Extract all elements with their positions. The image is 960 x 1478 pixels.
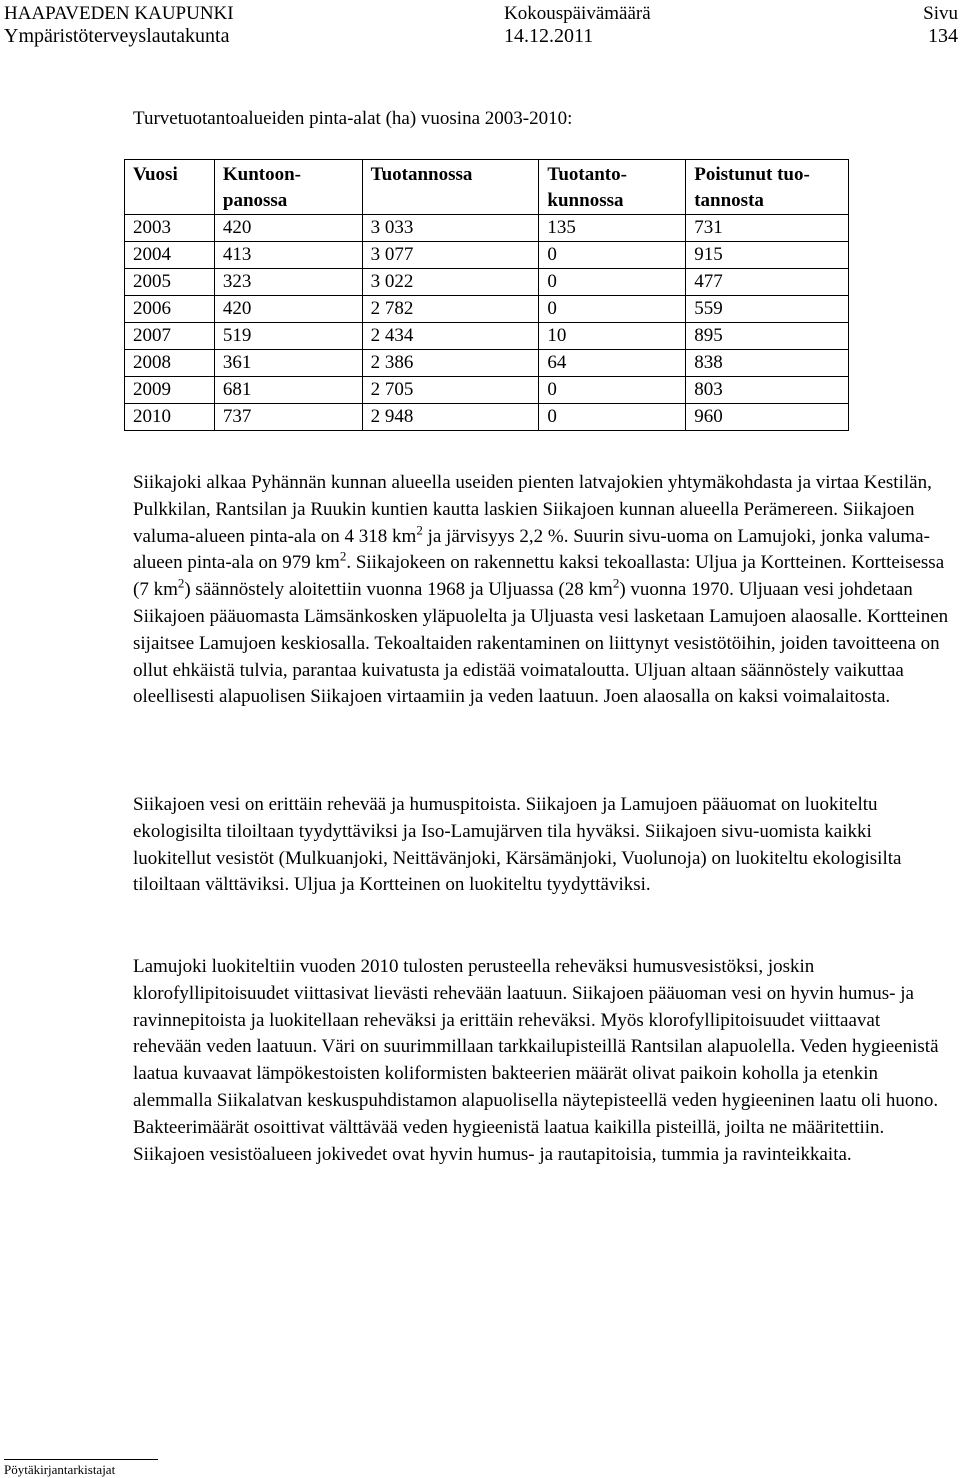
cell-removed: 559 (686, 296, 849, 323)
table-body (125, 215, 849, 431)
table-row (125, 242, 849, 269)
table-row (125, 350, 849, 377)
header-left (4, 2, 234, 48)
cell-production-condition: 135 (539, 215, 686, 242)
cell-production-condition: 0 (539, 296, 686, 323)
header-preparation: Kuntoon- panossa (214, 160, 362, 215)
cell-production-condition: 0 (539, 269, 686, 296)
cell-removed: 477 (686, 269, 849, 296)
table-row (125, 269, 849, 296)
cell-in-production: 3 077 (362, 242, 539, 269)
cell-in-production: 2 434 (362, 323, 539, 350)
header-production-condition: Tuotanto- kunnossa (539, 160, 686, 215)
cell-removed: 895 (686, 323, 849, 350)
header-removed: Poistunut tuo- tannosta (686, 160, 849, 215)
municipality-name: HAAPAVEDEN KAUPUNKI (4, 3, 234, 24)
table-title: Turvetuotantoalueiden pinta-alat (ha) vuosina 2003-2010: (133, 108, 573, 129)
paragraph-lamujoki: Lamujoki luokiteltiin vuoden 2010 tulosten perusteella reheväksi humusvesistöksi, joskin klorofyllipitoisuudet viittasivat lievästi rehevään laatuun. Siikajoen pääuoman vesi on hyvin humus- ja ravinnepitoista ja luokitellaan reheväksi ja erittäin reheväksi. Myös klorofyllipitoisuudet viittaavat rehevään veden laatuun. Väri on suurimmillaan tarkkailupisteillä Rantsilan alapuolella. Veden hygieenistä laatua kuvaavat lämpökestoisten koliformisten bakteerien määrät olivat paikoin koholla ja etenkin alemmalla Siikalatvan keskuspuhdistamon alapuolisella näytepisteellä veden hygieeninen laatu oli huono. Bakteerimäärät osoittivat välttävää veden hygieenistä laatua kaikilla pisteillä, joilta ne määritettiin. Siikajoen vesistöalueen jokivedet ovat hyvin humus- ja rautapitoisia, tummia ja ravinteikkaita. (133, 956, 939, 1165)
cell-preparation: 323 (214, 269, 362, 296)
cell-production-condition: 0 (539, 404, 686, 431)
cell-year: 2003 (125, 215, 215, 242)
footer-divider (4, 1459, 158, 1460)
committee-name: Ympäristöterveyslautakunta (4, 25, 230, 47)
cell-preparation: 361 (214, 350, 362, 377)
header-page (888, 2, 958, 48)
cell-preparation: 681 (214, 377, 362, 404)
table-row (125, 296, 849, 323)
header-meeting-date (504, 2, 651, 48)
cell-removed: 838 (686, 350, 849, 377)
cell-production-condition: 10 (539, 323, 686, 350)
cell-removed: 960 (686, 404, 849, 431)
meeting-date-label: Kokouspäivämäärä (504, 3, 651, 24)
cell-preparation: 420 (214, 215, 362, 242)
footer-minutes-checkers: Pöytäkirjantarkistajat (4, 1462, 116, 1477)
cell-in-production: 2 386 (362, 350, 539, 377)
cell-in-production: 3 022 (362, 269, 539, 296)
header-in-production: Tuotannossa (362, 160, 539, 215)
page-label: Sivu (923, 3, 958, 24)
cell-in-production: 2 948 (362, 404, 539, 431)
cell-removed: 731 (686, 215, 849, 242)
cell-preparation: 420 (214, 296, 362, 323)
cell-preparation: 737 (214, 404, 362, 431)
cell-preparation: 413 (214, 242, 362, 269)
cell-production-condition: 64 (539, 350, 686, 377)
cell-year: 2008 (125, 350, 215, 377)
table-header-row (125, 160, 849, 215)
cell-in-production: 3 033 (362, 215, 539, 242)
page-number: 134 (928, 25, 958, 47)
cell-removed: 803 (686, 377, 849, 404)
cell-production-condition: 0 (539, 377, 686, 404)
peat-production-table (124, 159, 849, 431)
cell-production-condition: 0 (539, 242, 686, 269)
paragraph-siikajoki-description: Siikajoki alkaa Pyhännän kunnan alueella useiden pienten latvajokien yhtymäkohdasta ja virtaa Kestilän, Pulkkilan, Rantsilan ja Ruukin kuntien kautta laskien Siikajoen kunnan alueella Perämereen. Siikajoen valuma-alueen pinta-ala on 4 318 $km^2$ ja järvisyys 2,2 %. Suurin sivu-uoma on Lamujoki, jonka valuma-alueen pinta-ala on 979 $km^2$. Siikajokeen on rakennettu kaksi tekoallasta: Uljua ja Kortteinen. Kortteisessa (7 $km^2$) säännöstely aloitettiin vuonna 1968 ja Uljuassa (28 $km^2$) vuonna 1970. Uljuaan vesi johdetaan Siikajoen pääuomasta Lämsänkosken yläpuolelta ja Uljuasta vesi lasketaan Lamujoen alaosalle. Kortteinen sijaitsee Lamujoen keskiosalla. Tekoaltaiden rakentaminen on liittynyt vesistötöihin, joiden tavoitteena on ollut ehkäistä tulvia, parantaa kuivatusta ja edistää voimataloutta. Uljuan altaan säännöstely vaikuttaa oleellisesti alapuolisen Siikajoen virtaamiin ja veden laatuun. Joen alaosalla on kaksi voimalaitosta. (133, 472, 949, 708)
cell-removed: 915 (686, 242, 849, 269)
meeting-date-value: 14.12.2011 (504, 25, 594, 47)
table-row (125, 377, 849, 404)
table-row (125, 215, 849, 242)
table-row (125, 404, 849, 431)
cell-year: 2007 (125, 323, 215, 350)
cell-year: 2005 (125, 269, 215, 296)
table-row (125, 323, 849, 350)
cell-year: 2010 (125, 404, 215, 431)
cell-year: 2006 (125, 296, 215, 323)
cell-in-production: 2 705 (362, 377, 539, 404)
cell-year: 2009 (125, 377, 215, 404)
paragraph-water-quality: Siikajoen vesi on erittäin rehevää ja humuspitoista. Siikajoen ja Lamujoen pääuomat on luokiteltu ekologisilta tiloiltaan tyydyttäviksi ja Iso-Lamujärven tila hyväksi. Siikajoen sivu-uomista kaikki luokitellut vesistöt (Mulkuanjoki, Neittävänjoki, Kärsämänjoki, Vuolunoja) on luokiteltu ekologisilta tiloiltaan välttäviksi. Uljua ja Kortteinen on luokiteltu tyydyttäviksi. (133, 794, 902, 896)
cell-in-production: 2 782 (362, 296, 539, 323)
header-year: Vuosi (125, 160, 215, 215)
cell-preparation: 519 (214, 323, 362, 350)
cell-year: 2004 (125, 242, 215, 269)
